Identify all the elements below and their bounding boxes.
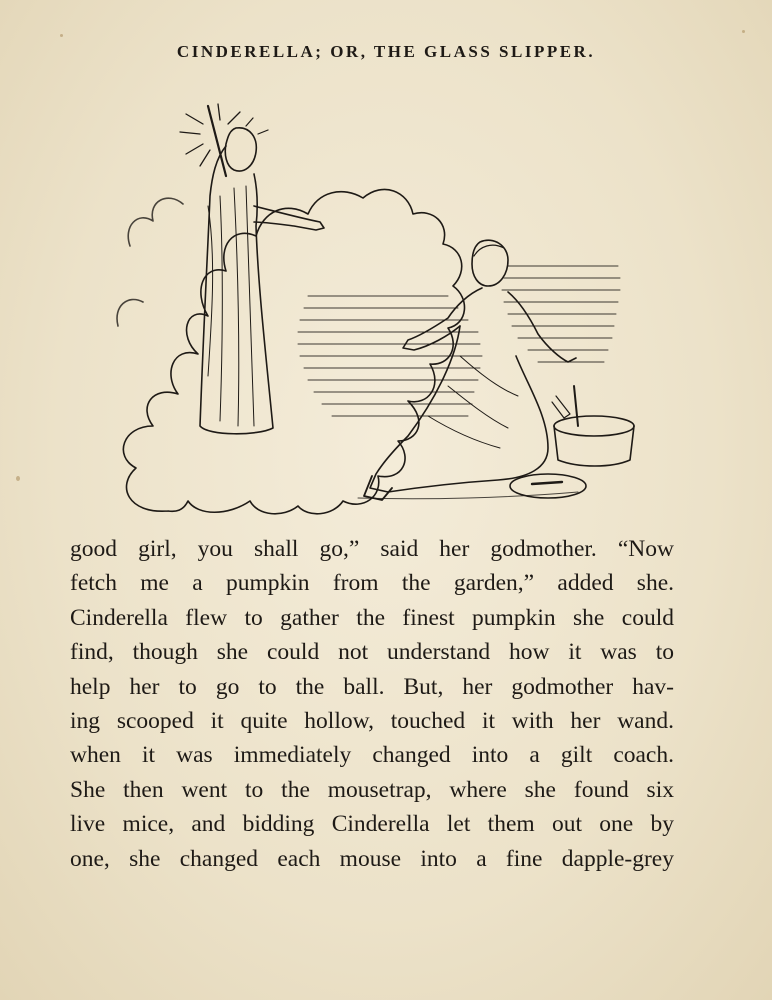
- text-line-1: good girl, you shall go,” said her godmother. “Now: [70, 536, 674, 562]
- foxing-spot: [16, 476, 20, 481]
- text-line-5: help her to go to the ball. But, her godmother hav-: [70, 673, 674, 700]
- foxing-spot: [60, 34, 63, 37]
- cloud-outline: [123, 189, 464, 513]
- text-line-8: She then went to the mousetrap, where she found six: [70, 776, 674, 803]
- text-line-4: find, though she could not understand how it was to: [70, 639, 674, 666]
- text-line-10: one, she changed each mouse into a fine dapple-grey: [70, 845, 674, 872]
- text-line-7: when it was immediately changed into a gilt coach.: [70, 742, 674, 769]
- text-line-3: Cinderella flew to gather the finest pumpkin she could: [70, 604, 674, 631]
- fairy-godmother-figure: [200, 118, 324, 434]
- magic-wand: [208, 106, 226, 176]
- body-text: [70, 532, 674, 876]
- godmother-cinderella-illustration: [108, 96, 648, 520]
- cinderella-figure: [364, 240, 576, 500]
- running-head: CINDERELLA; OR, THE GLASS SLIPPER.: [176, 42, 596, 61]
- text-line-6: ing scooped it quite hollow, touched it with her wand.: [70, 707, 674, 734]
- cooking-pot: [552, 386, 634, 466]
- text-line-9: live mice, and bidding Cinderella let them out one by: [70, 811, 674, 838]
- text-line-2: fetch me a pumpkin from the garden,” added she.: [70, 570, 674, 597]
- foxing-spot: [742, 30, 745, 33]
- background-hatching: [298, 266, 620, 416]
